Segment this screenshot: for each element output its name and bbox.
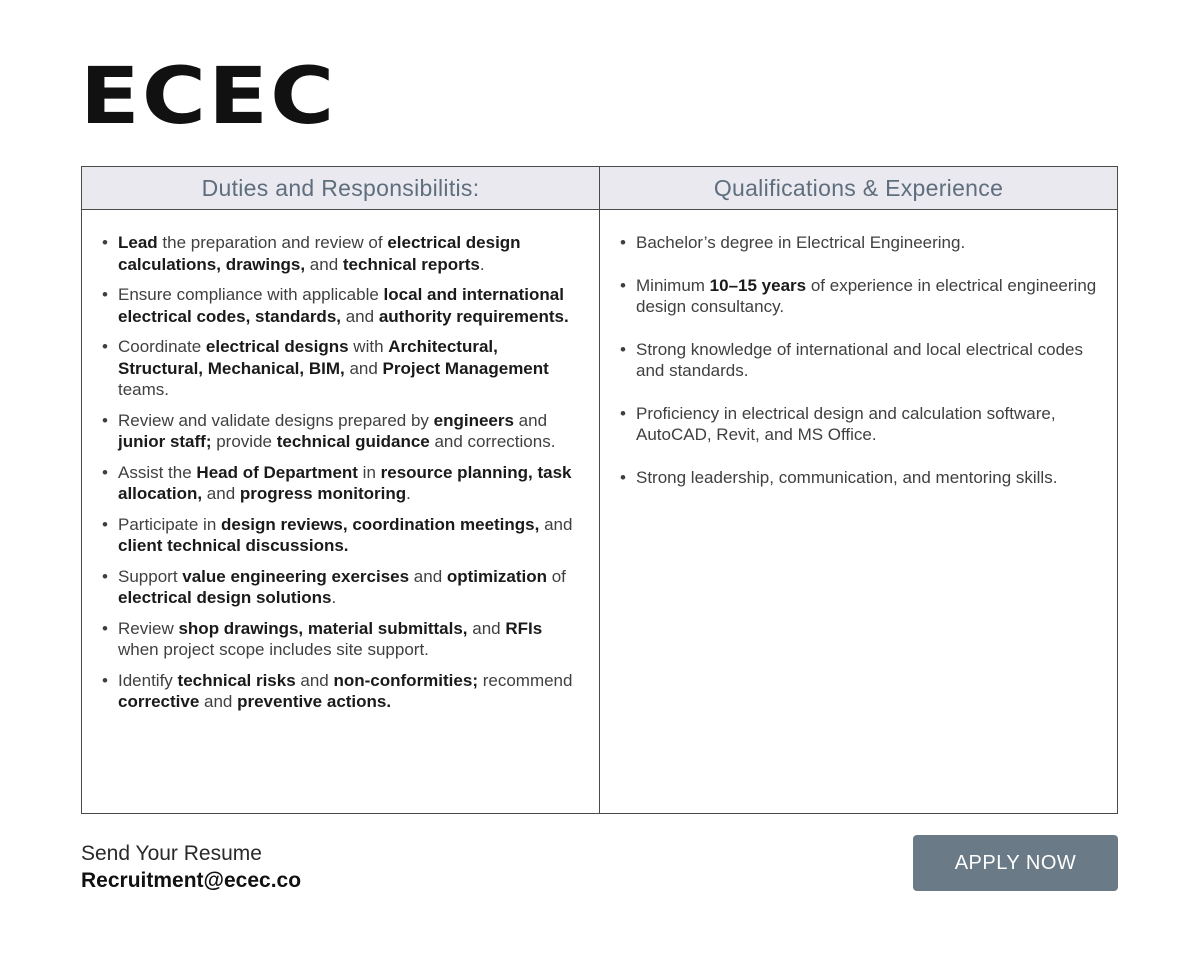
- qualification-item: [618, 339, 1099, 382]
- qualification-item: [618, 275, 1099, 318]
- emphasis-text: electrical designs: [205, 337, 349, 356]
- body-text: in: [357, 462, 381, 482]
- bullet-icon: •: [102, 462, 108, 482]
- emphasis-text: preventive actions.: [237, 692, 392, 711]
- emphasis-text: resource planning, task allocation,: [118, 462, 572, 503]
- body-text: and: [409, 566, 447, 586]
- body-text: and: [344, 358, 383, 378]
- emphasis-text: client technical discussions.: [118, 536, 349, 555]
- duties-column: [82, 210, 600, 813]
- body-text: recommend: [477, 670, 573, 690]
- company-logo: ECEC: [80, 52, 337, 142]
- body-text: Coordinate: [118, 337, 206, 356]
- emphasis-text: design reviews, coordination meetings,: [221, 514, 540, 534]
- body-text: and: [539, 514, 573, 534]
- job-details-table: [81, 166, 1118, 814]
- duty-item: [100, 410, 581, 453]
- body-text: and corrections.: [429, 432, 556, 451]
- body-text: .: [331, 588, 337, 607]
- duty-item: [100, 670, 581, 713]
- body-text: .: [479, 254, 485, 274]
- bullet-icon: •: [102, 670, 108, 690]
- body-text: and: [305, 254, 343, 274]
- emphasis-text: local and international electrical codes, standards,: [118, 285, 564, 326]
- duty-item: [100, 232, 581, 275]
- body-text: Support: [118, 566, 183, 586]
- body-text: and: [202, 484, 240, 503]
- body-text: Participate in: [118, 514, 221, 534]
- emphasis-text: optimization: [446, 566, 547, 586]
- emphasis-text: value engineering exercises: [182, 566, 410, 586]
- body-text: Proficiency in electrical design and calculation software, AutoCAD, Revit, and MS Office.: [636, 403, 1056, 444]
- body-text: with: [348, 337, 389, 356]
- emphasis-text: RFIs: [505, 618, 543, 638]
- emphasis-text: engineers: [433, 410, 514, 430]
- body-text: .: [406, 484, 411, 503]
- apply-now-button[interactable]: APPLY NOW: [913, 835, 1118, 891]
- bullet-icon: •: [102, 566, 108, 586]
- bullet-icon: •: [102, 514, 108, 534]
- emphasis-text: technical risks: [177, 670, 296, 690]
- emphasis-text: Lead: [118, 233, 158, 252]
- body-text: and: [467, 618, 506, 638]
- bullet-icon: •: [102, 618, 108, 638]
- bullet-icon: •: [620, 467, 626, 487]
- body-text: Identify: [118, 670, 178, 690]
- duties-header: Duties and Responsibilitis:: [82, 167, 600, 210]
- bullet-icon: •: [620, 403, 626, 423]
- emphasis-text: electrical design solutions: [118, 588, 332, 607]
- duty-item: [100, 284, 581, 327]
- body-text: and: [295, 670, 334, 690]
- body-text: and: [341, 306, 379, 326]
- body-text: Review: [118, 618, 179, 638]
- duty-item: [100, 462, 581, 505]
- bullet-icon: •: [620, 275, 626, 295]
- emphasis-text: progress monitoring: [239, 484, 407, 503]
- body-text: of experience in electrical engineering design consultancy.: [636, 275, 1097, 316]
- qualifications-column: [600, 210, 1117, 813]
- duty-item: [100, 336, 581, 401]
- emphasis-text: electrical design calculations, drawings,: [118, 233, 521, 274]
- body-text: provide: [211, 432, 277, 451]
- duty-item: [100, 514, 581, 557]
- body-text: and: [513, 410, 548, 430]
- bullet-icon: •: [102, 337, 108, 356]
- body-text: the preparation and review of: [157, 233, 388, 252]
- emphasis-text: non-conformities;: [333, 670, 478, 690]
- send-resume-label: Send Your Resume: [81, 842, 262, 865]
- emphasis-text: authority requirements.: [378, 306, 569, 326]
- emphasis-text: shop drawings, material submittals,: [178, 618, 468, 638]
- qualification-item: [618, 232, 1099, 254]
- body-text: Bachelor’s degree in Electrical Engineering.: [636, 233, 966, 252]
- recruitment-email-link[interactable]: Recruitment@ecec.co: [81, 869, 302, 892]
- body-text: Ensure compliance with applicable: [118, 285, 384, 304]
- emphasis-text: 10–15 years: [709, 275, 807, 295]
- bullet-icon: •: [620, 339, 626, 359]
- qualifications-header: Qualifications & Experience: [600, 167, 1117, 210]
- body-text: Strong knowledge of international and local electrical codes and standards.: [636, 339, 1083, 380]
- qualifications-list: [618, 232, 1099, 488]
- bullet-icon: •: [102, 410, 108, 430]
- emphasis-text: Architectural, Structural, Mechanical, BIM,: [118, 337, 498, 378]
- qualification-item: [618, 467, 1099, 489]
- qualification-item: [618, 403, 1099, 446]
- body-text: Minimum: [636, 275, 710, 295]
- bullet-icon: •: [620, 233, 626, 252]
- duty-item: [100, 566, 581, 609]
- body-text: Review and validate designs prepared by: [118, 410, 434, 430]
- body-text: of: [546, 566, 566, 586]
- body-text: and: [199, 692, 238, 711]
- body-text: Assist the: [118, 462, 197, 482]
- bullet-icon: •: [102, 233, 108, 252]
- emphasis-text: Project Management: [382, 358, 549, 378]
- body-text: Strong leadership, communication, and mentoring skills.: [636, 467, 1058, 487]
- duty-item: [100, 618, 581, 661]
- emphasis-text: Head of Department: [196, 462, 358, 482]
- duties-list: [100, 232, 581, 713]
- emphasis-text: corrective: [118, 692, 200, 711]
- body-text: when project scope includes site support.: [118, 640, 429, 659]
- bullet-icon: •: [102, 285, 108, 304]
- body-text: teams.: [118, 380, 170, 399]
- emphasis-text: junior staff;: [118, 432, 212, 451]
- emphasis-text: technical guidance: [276, 432, 430, 451]
- emphasis-text: technical reports: [342, 254, 480, 274]
